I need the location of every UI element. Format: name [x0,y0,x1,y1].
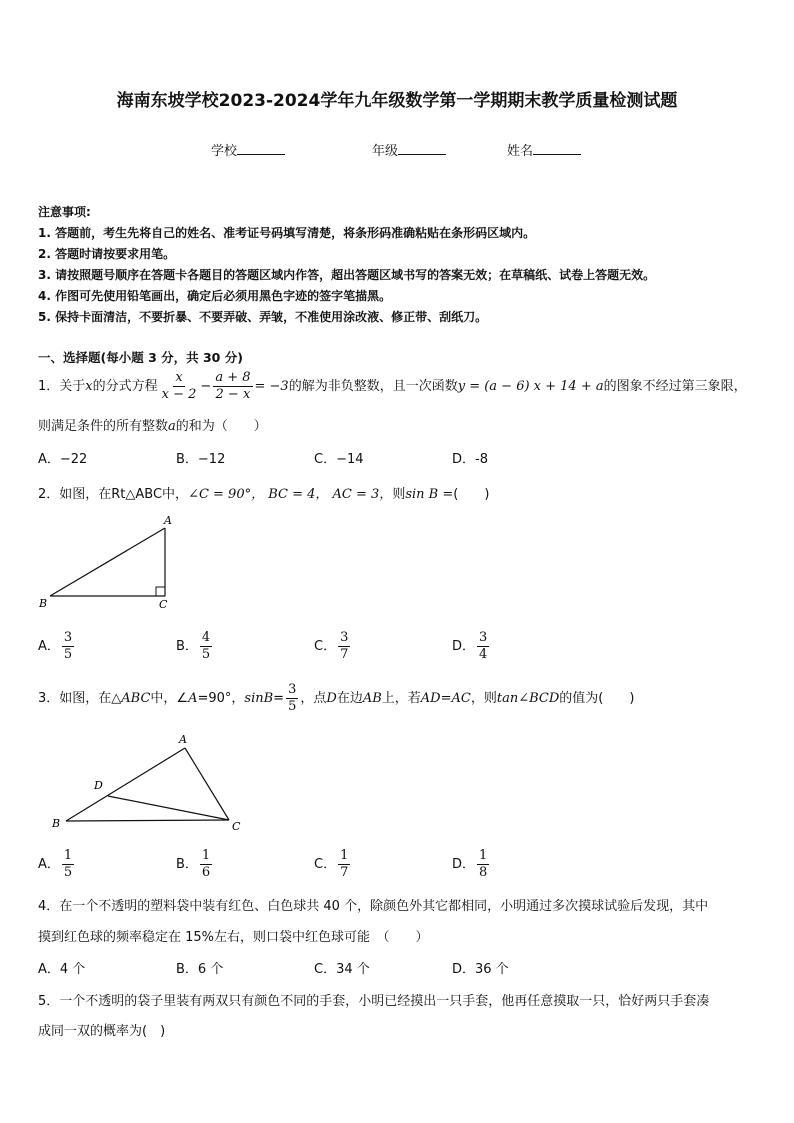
q4-option-a[interactable]: A．4 个 [38,962,86,977]
q2-conditions: ∠C = 90°， BC = 4， AC = 3， [188,487,393,502]
name-blank[interactable] [533,142,581,155]
q3-option-a[interactable] [38,848,76,881]
q1-fraction-2 [213,370,252,403]
name-label: 姓名 [507,144,534,159]
numerator: 1 [340,848,349,863]
question-4-line-2: 摸到红色球的频率稳定在 15%左右，则口袋中红色球可能 （ ） [38,930,429,945]
option-letter: D． [452,857,476,872]
option-fraction [200,848,212,881]
q1-fraction-1 [160,370,199,403]
q2-option-c[interactable] [314,630,352,663]
option-letter: A． [38,857,60,872]
numerator: 3 [63,630,73,645]
q1-option-a[interactable]: A．−22 [38,452,88,467]
option-fraction [477,848,489,881]
school-label: 学校 [211,144,238,159]
denominator: 8 [479,865,488,880]
option-letter: B． [176,857,198,872]
numerator: 3 [340,630,349,645]
question-2 [38,483,489,502]
option-fraction [338,630,350,663]
q3-text: ，点 [300,691,327,706]
grade-label: 年级 [372,144,399,159]
school-blank[interactable] [237,142,285,155]
denominator: x − 2 [161,387,197,402]
q2-option-b[interactable] [176,630,214,663]
note-item: 4. 作图可先使用铅笔画出，确定后必须用黑色字迹的签字笔描黑。 [38,289,392,303]
option-letter: C． [314,639,337,654]
q3-text: ，则 [470,691,497,706]
vertex-label-a: A [164,514,172,527]
q1-function: y = (a − 6) x + 14 + a [457,379,604,394]
q3-text: = [273,691,285,706]
denominator: 4 [479,647,488,662]
q3-fraction [286,682,298,715]
q1-option-b[interactable]: B．−12 [176,452,226,467]
side-ab [66,748,185,821]
option-fraction [338,848,350,881]
q1-text: 则满足条件的所有整数 [38,419,169,434]
option-letter: C． [314,857,337,872]
notes-heading: 注意事项: [38,205,91,219]
name-field [507,140,581,159]
q3-option-c[interactable] [314,848,352,881]
denominator: 5 [201,647,211,662]
numerator: 3 [288,682,297,697]
minus-sign: − [200,379,212,394]
note-item: 5. 保持卡面清洁，不要折暴、不要弄破、弄皱，不准使用涂改液、修正带、刮纸刀。 [38,310,488,324]
denominator: 7 [340,865,349,880]
q3-triangle-figure [46,728,256,836]
q1-var-a: a [168,419,176,434]
vertex-label-a: A [179,733,187,746]
denominator: 5 [288,699,297,714]
q2-sin-b: sin B = [405,487,454,502]
grade-field [372,140,446,159]
q1-option-c[interactable]: C．−14 [314,452,364,467]
q4-option-d[interactable]: D．36 个 [452,962,509,977]
side-ab [50,528,165,596]
q2-text: 则 [392,487,406,502]
numerator: x [175,370,183,385]
vertex-label-b: B [52,817,61,830]
q3-option-d[interactable] [452,848,491,881]
q1-option-d[interactable]: D．-8 [452,452,488,467]
option-fraction [477,630,489,663]
q2-option-d[interactable] [452,630,491,663]
denominator: 5 [63,647,73,662]
denominator: 6 [201,865,211,880]
q3-text: 3．如图，在△ [38,691,122,706]
q3-text: 的值为( ) [559,691,635,706]
q1-text: 的解为非负整数，且一次函数 [288,379,458,394]
option-fraction [62,630,74,663]
q1-var-x: x [85,379,93,394]
q3-sin-b: sinB [244,691,274,706]
q3-angle-a: A [188,691,198,706]
numerator: a + 8 [215,370,251,385]
notes-block [38,202,768,328]
q1-text: 的分式方程 [92,379,158,394]
school-field [211,140,285,159]
grade-blank[interactable] [398,142,446,155]
numerator: 1 [479,848,488,863]
vertex-label-c: C [159,598,168,611]
q3-text: 在边 [336,691,363,706]
q4-option-b[interactable]: B．6 个 [176,962,224,977]
q2-triangle-figure [36,512,186,616]
side-bc [66,820,229,821]
q3-text: 上，若 [381,691,421,706]
q3-text: =90°， [197,691,245,706]
option-fraction [200,630,212,663]
vertex-label-c: C [232,820,241,833]
q3-side-ab: AB [362,691,382,706]
q1-text: 1．关于 [38,379,86,394]
q3-condition: AD=AC [420,691,471,706]
q1-text: 的图象不经过第三象限， [603,379,747,394]
denominator: 5 [63,865,73,880]
q2-text: ( ) [453,487,490,502]
q3-triangle-name: ABC [121,691,151,706]
denominator: 2 − x [215,387,251,402]
q3-option-b[interactable] [176,848,214,881]
numerator: 4 [201,630,211,645]
q3-tan: tan∠BCD [496,691,560,706]
q3-point-d: D [326,691,337,706]
numerator: 3 [479,630,488,645]
side-ac [185,748,229,820]
question-4-line-1: 4．在一个不透明的塑料袋中装有红色、白色球共 40 个，除颜色外其它都相同，小明通过多次摸球试验后发现，其中 [38,899,709,914]
q3-text: 中，∠ [150,691,189,706]
numerator: 1 [63,848,73,863]
vertex-label-b: B [39,597,48,610]
option-letter: D． [452,639,476,654]
q1-equals: = −3 [254,379,289,394]
q2-option-a[interactable] [38,630,76,663]
note-item: 2. 答题时请按要求用笔。 [38,247,176,261]
denominator: 7 [340,647,349,662]
option-letter: B． [176,639,198,654]
segment-cd [108,796,229,820]
note-item: 1. 答题前，考生先将自己的姓名、准考证号码填写清楚，将条形码准确粘贴在条形码区域内。 [38,226,536,240]
right-angle-mark [156,587,165,596]
question-1-line-2 [38,415,267,434]
section-heading: 一、选择题(每小题 3 分，共 30 分) [38,350,243,365]
numerator: 1 [201,848,211,863]
question-5-line-1: 5．一个不透明的袋子里装有两双只有颜色不同的手套，小明已经摸出一只手套，他再任意摸取一只，恰好两只手套凑 [38,994,710,1009]
q1-text: 的和为（ ） [175,419,267,434]
q4-option-c[interactable]: C．34 个 [314,962,370,977]
option-fraction [62,848,74,881]
note-item: 3. 请按照题号顺序在答题卡各题目的答题区域内作答，超出答题区域书写的答案无效；在草稿纸、试卷上答题无效。 [38,268,656,282]
question-5-line-2: 成同一双的概率为( ) [38,1024,166,1039]
page-title: 海南东坡学校2023-2024学年九年级数学第一学期期末教学质量检测试题 [116,91,678,111]
point-label-d: D [94,779,103,792]
q2-text: 2．如图，在Rt△ABC中， [38,487,189,502]
question-3 [38,682,634,715]
option-letter: A． [38,639,60,654]
question-1-line-1 [38,370,747,403]
